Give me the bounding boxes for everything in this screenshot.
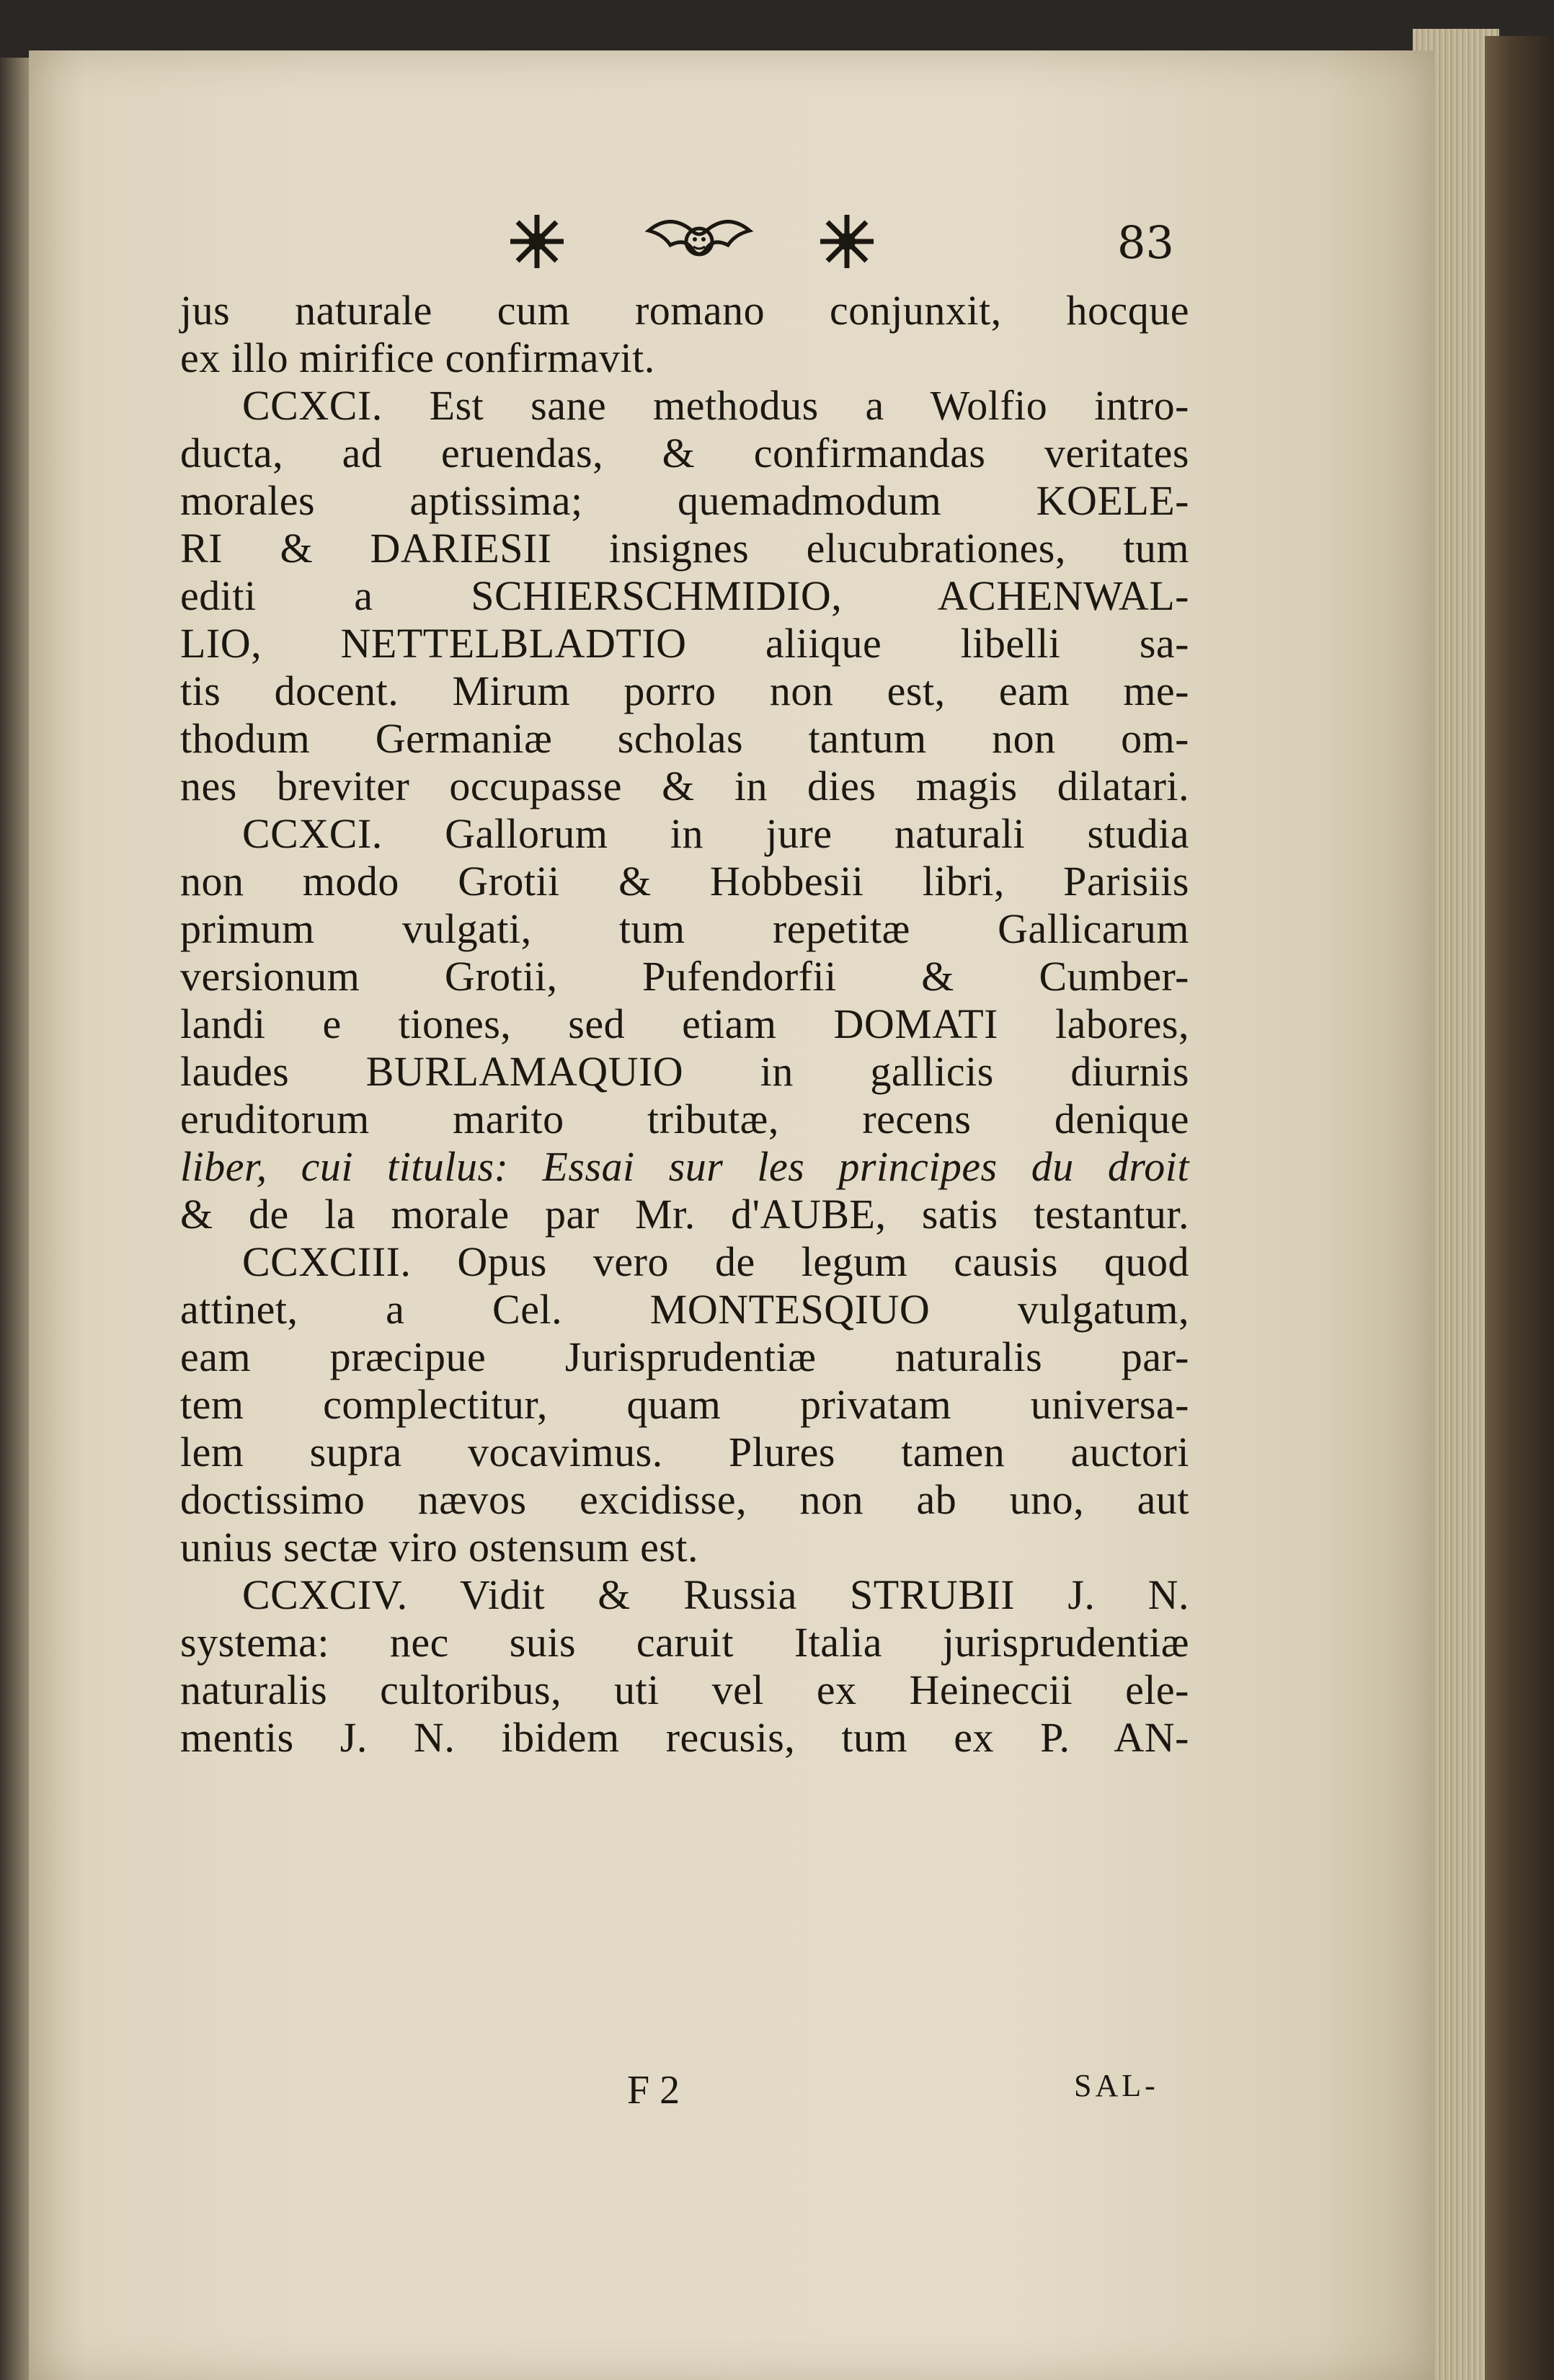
- text-line: editi a SCHIERSCHMIDIO, ACHENWAL-: [180, 572, 1189, 619]
- catchword: SAL-: [1074, 2068, 1159, 2103]
- text-line: doctissimo nævos excidisse, non ab uno, aut: [180, 1476, 1189, 1523]
- text-line: eam præcipue Jurisprudentiæ naturalis par-: [180, 1333, 1189, 1380]
- text-line: nes breviter occupasse & in dies magis dilatari.: [180, 763, 1189, 809]
- text-line: primum vulgati, tum repetitæ Gallicarum: [180, 905, 1189, 952]
- text-line: thodum Germaniæ scholas tantum non om-: [180, 715, 1189, 762]
- text-line: unius sectæ viro ostensum est.: [180, 1524, 699, 1571]
- text-line: tem complectitur, quam privatam universa-: [180, 1381, 1189, 1428]
- text-line: versionum Grotii, Pufendorfii & Cumber-: [180, 953, 1189, 1000]
- text-line: attinet, a Cel. MONTESQIUO vulgatum,: [180, 1286, 1189, 1333]
- text-line: lem supra vocavimus. Plures tamen auctori: [180, 1429, 1189, 1475]
- text-line: & de la morale par Mr. d'AUBE, satis testantur.: [180, 1191, 1189, 1238]
- text-line: tis docent. Mirum porro non est, eam me-: [180, 667, 1189, 714]
- paragraph-ccxcii-start: CCXCI. Gallorum in jure naturali studia: [242, 810, 1189, 857]
- text-line: morales aptissima; quemadmodum KOELE-: [180, 477, 1189, 524]
- text-line: eruditorum marito tributæ, recens denique: [180, 1096, 1189, 1142]
- text-line: ducta, ad eruendas, & confirmandas veritates: [180, 430, 1189, 476]
- text-line: landi e tiones, sed etiam DOMATI labores,: [180, 1000, 1189, 1047]
- text-line: laudes BURLAMAQUIO in gallicis diurnis: [180, 1048, 1189, 1095]
- text-line: jus naturale cum romano conjunxit, hocque: [180, 287, 1189, 334]
- flower-ornament-icon: [505, 209, 569, 274]
- text-line-italic-title: liber, cui titulus: Essai sur les principes du droit: [180, 1143, 1189, 1190]
- signature-mark: F 2: [627, 2068, 680, 2113]
- paragraph-ccxciii-start: CCXCIII. Opus vero de legum causis quod: [242, 1238, 1189, 1285]
- page-number: 83: [1117, 216, 1174, 269]
- book-cover-edge: [1485, 36, 1554, 2380]
- text-line: RI & DARIESII insignes elucubrationes, tum: [180, 525, 1189, 572]
- text-line: LIO, NETTELBLADTIO aliique libelli sa-: [180, 620, 1189, 667]
- cherub-ornament-icon: [641, 209, 757, 274]
- text-line: systema: nec suis caruit Italia jurisprudentiæ: [180, 1619, 1189, 1666]
- text-line: ex illo mirifice confirmavit.: [180, 334, 655, 381]
- flower-ornament-icon-right: [814, 209, 879, 274]
- text-line: naturalis cultoribus, uti vel ex Heineccii ele-: [180, 1666, 1189, 1713]
- text-line: mentis J. N. ibidem recusis, tum ex P. AN-: [180, 1714, 1189, 1761]
- paragraph-ccxci-start: CCXCI. Est sane methodus a Wolfio intro-: [242, 382, 1189, 429]
- paragraph-ccxciv-start: CCXCIV. Vidit & Russia STRUBII J. N.: [242, 1571, 1189, 1618]
- text-line: non modo Grotii & Hobbesii libri, Parisiis: [180, 858, 1189, 905]
